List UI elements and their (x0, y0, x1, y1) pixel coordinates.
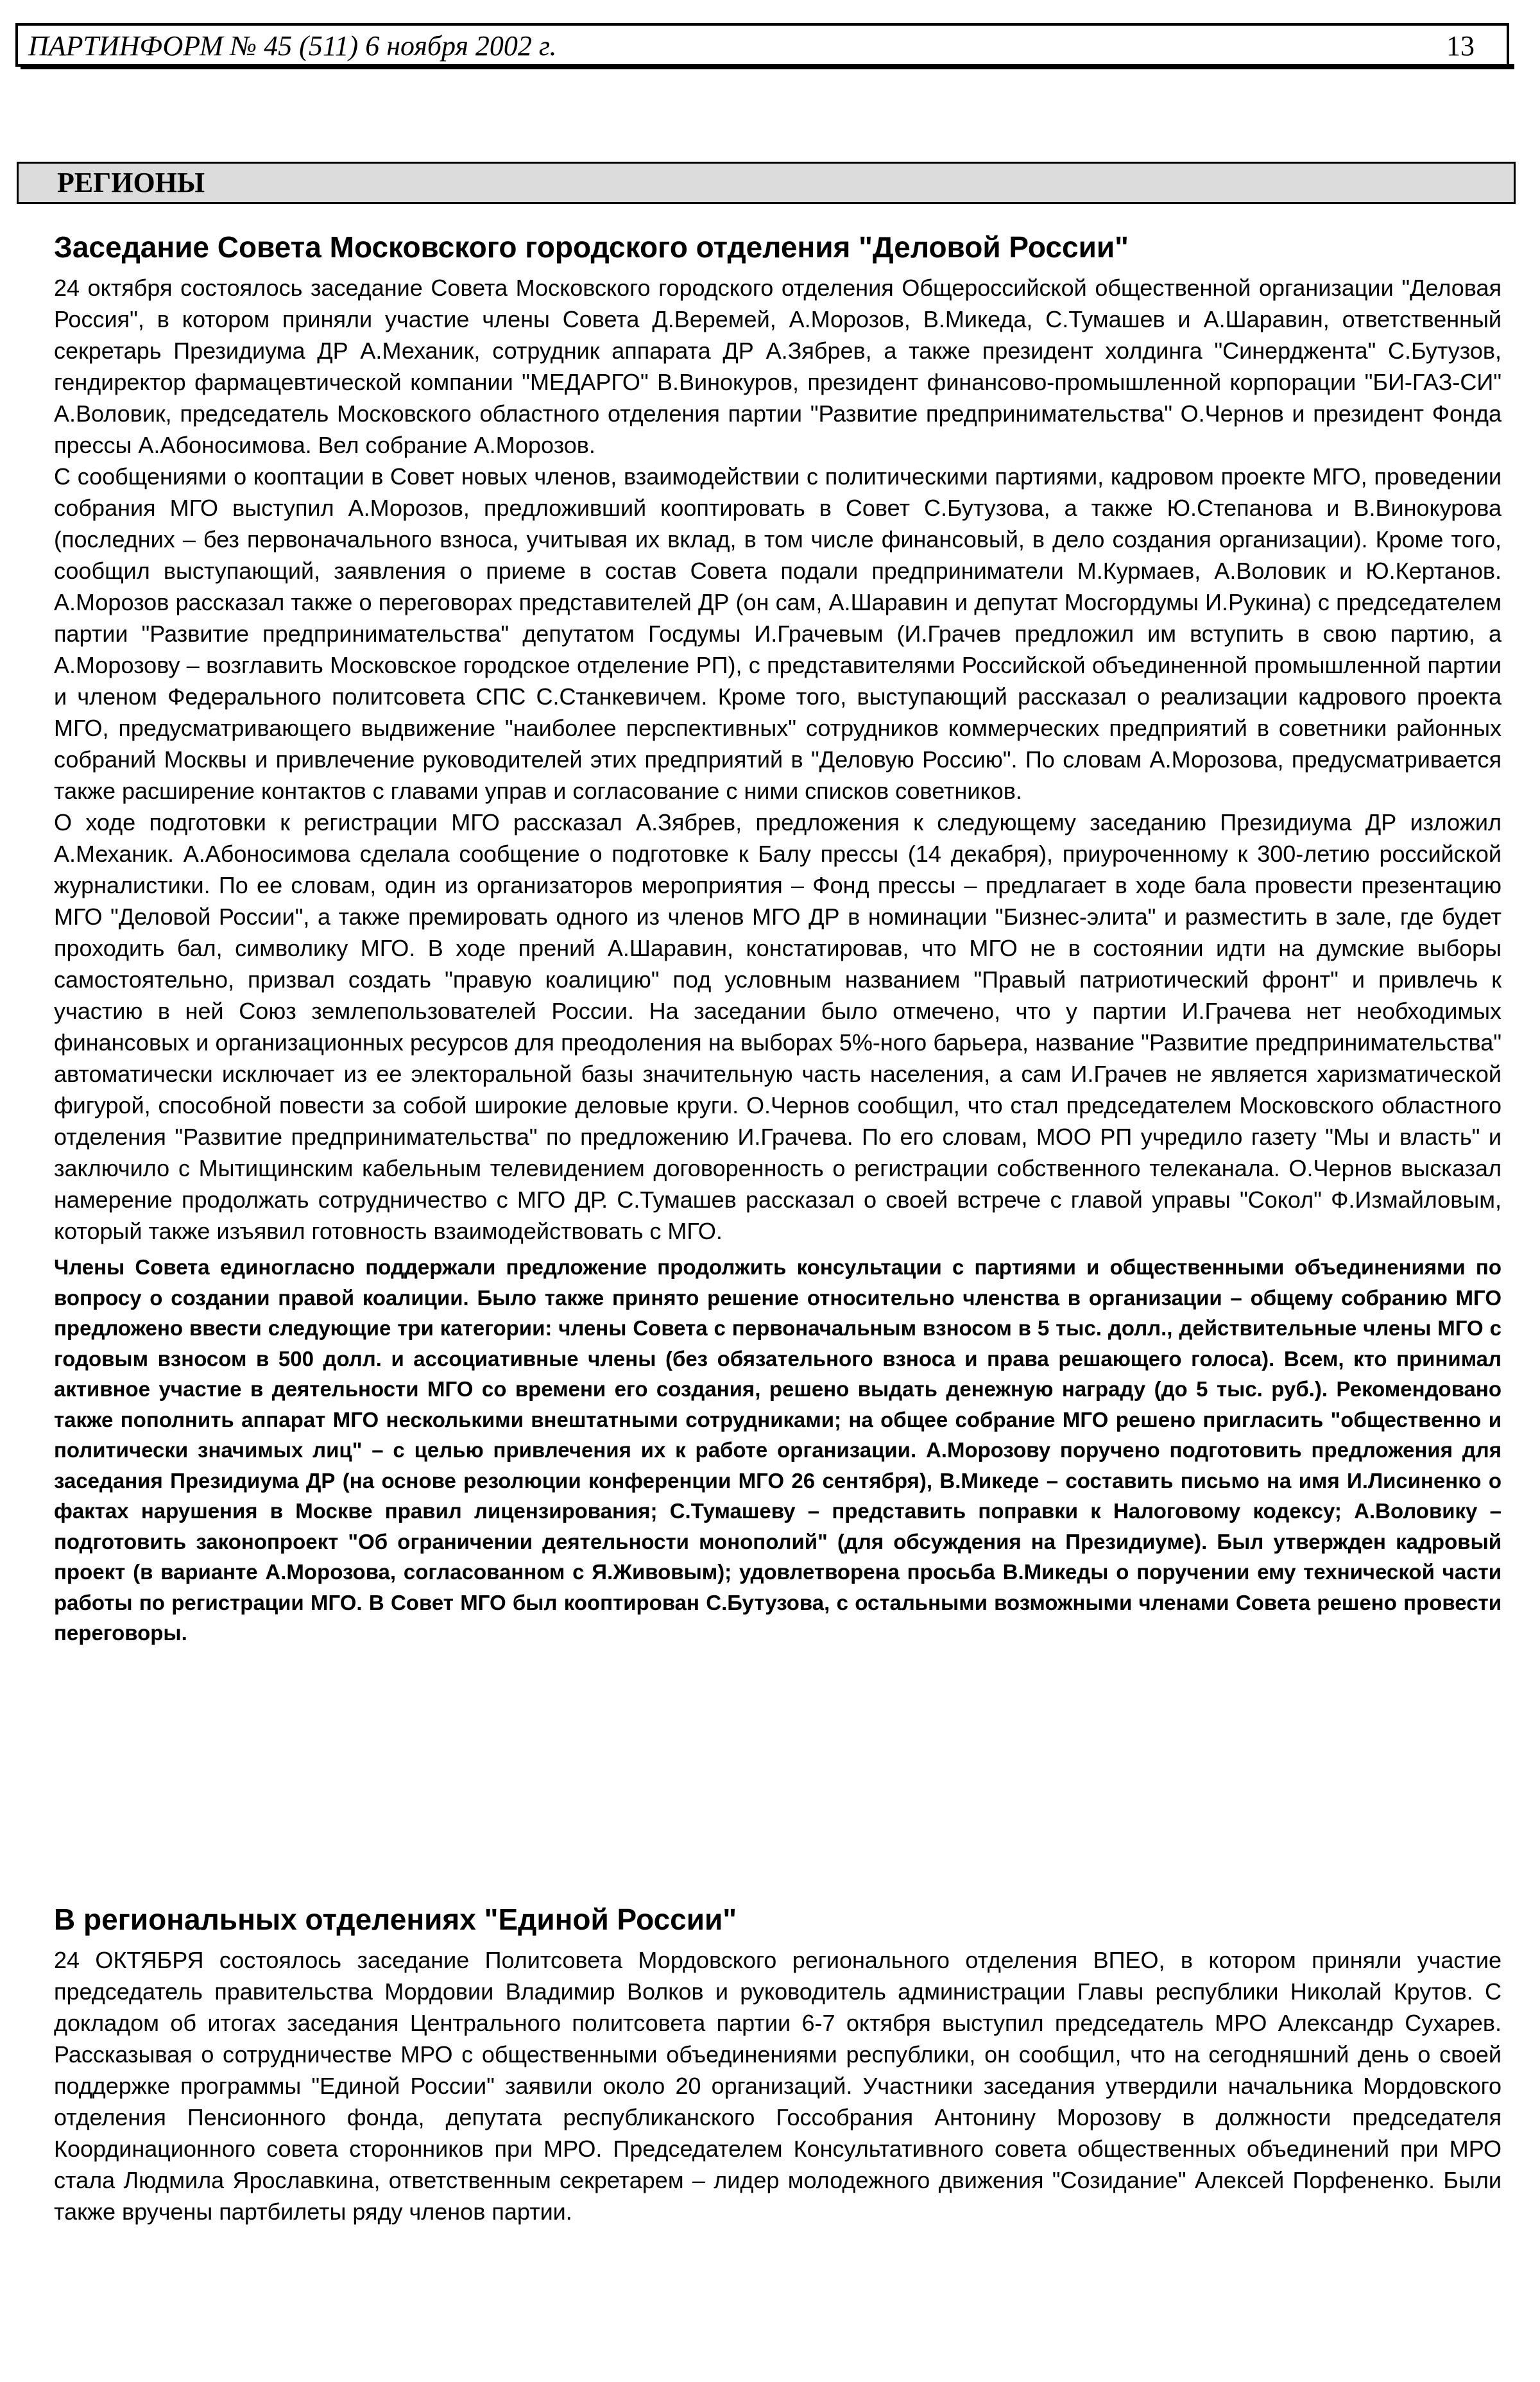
article-paragraph: 24 ОКТЯБРЯ состоялось заседание Политсовета Мордовского регионального отделения ВПЕО, в котором приняли участие председатель правительства Мордовии Владимир Волков и руководитель администрации Главы республики Николай Крутов. С докладом об итогах заседания Центрального политсовета партии 6-7 октября выступил председатель МРО Александр Сухарев. Рассказывая о сотрудничестве МРО с общественными объединениями республики, он сообщил, что на сегодняшний день о своей поддержке программы "Единой России" заявили около 20 организаций. Участники заседания утвердили начальника Мордовского отделения Пенсионного фонда, депутата республиканского Госсобрания Антонину Морозову в должности председателя Координационного совета сторонников при МРО. Председателем Консультативного совета общественных объединений при МРО стала Людмила Ярославкина, ответственным секретарем – лидер молодежного движения "Созидание" Алексей Порфененко. Были также вручены партбилеты ряду членов партии. (54, 1947, 1502, 2225)
article-paragraph: 24 октября состоялось заседание Совета Московского городского отделения Общероссийской общественной организации "Деловая Россия", в котором приняли участие члены Совета Д.Веремей, А.Морозов, В.Микеда, С.Тумашев и А.Шаравин, ответственный секретарь Президиума ДР А.Механик, сотрудник аппарата ДР А.Зябрев, а также президент холдинга "Синерджента" С.Бутузов, гендиректор фармацевтической компании "МЕДАРГО" В.Винокуров, президент финансово-промышленной корпорации "БИ-ГАЗ-СИ" А.Воловик, председатель Московского областного отделения партии "Развитие предпринимательства" О.Чернов и президент Фонда прессы А.Абоносимова. Вел собрание А.Морозов. (54, 275, 1502, 458)
page-number: 13 (1446, 30, 1475, 62)
section-heading: РЕГИОНЫ (17, 162, 1516, 204)
article-title: В региональных отделениях "Единой России" (54, 1903, 737, 1936)
publication-title: ПАРТИНФОРМ № 45 (511) 6 ноября 2002 г. (28, 30, 557, 62)
article-paragraph: О ходе подготовки к регистрации МГО рассказал А.Зябрев, предложения к следующему заседанию Президиума ДР изложил А.Механик. А.Абоносимова сделала сообщение о подготовке к Балу прессы (14 декабря), приуроченному к 300-летию российской журналистики. По ее словам, один из организаторов мероприятия – Фонд прессы – предлагает в ходе бала провести презентацию МГО "Деловой России", а также премировать одного из членов МГО ДР в номинации "Бизнес-элита" и разместить в зале, где будет проходить бал, символику МГО. В ходе прений А.Шаравин, констатировав, что МГО не в состоянии идти на думские выборы самостоятельно, призвал создать "правую коалицию" под условным названием "Правый патриотический фронт" и привлечь к участию в ней Союз землепользователей России. На заседании было отмечено, что у партии И.Грачева нет необходимых финансовых и организационных ресурсов для преодоления на выборах 5%-ного барьера, название "Развитие предпринимательства" автоматически исключает из ее электоральной базы значительную часть населения, а сам И.Грачев не является харизматической фигурой, способной повести за собой широкие деловые круги. О.Чернов сообщил, что стал председателем Московского областного отделения "Развитие предпринимательства" по предложению И.Грачева. По его словам, МОО РП учредило газету "Мы и власть" и заключило с Мытищинским кабельным телевидением договоренность о регистрации собственного телеканала. О.Чернов высказал намерение продолжать сотрудничество с МГО ДР. С.Тумашев рассказал о своей встрече с главой управы "Сокол" Ф.Измайловым, который также изъявил готовность взаимодействовать с МГО. (54, 809, 1502, 1244)
article-deloviy-rossii (54, 228, 1502, 1649)
article-edinoy-rossii (54, 1901, 1502, 2227)
article-paragraph: С сообщениями о кооптации в Совет новых членов, взаимодействии с политическими партиями, кадровом проекте МГО, проведении собрания МГО выступил А.Морозов, предложивший кооптировать в Совет С.Бутузова, а также Ю.Степанова и В.Винокурова (последних – без первоначального взноса, учитывая их вклад, в том числе финансовый, в дело создания организации). Кроме того, сообщил выступающий, заявления о приеме в состав Совета подали предприниматели М.Курмаев, А.Воловик и Ю.Кертанов. А.Морозов рассказал также о переговорах представителей ДР (он сам, А.Шаравин и депутат Мосгордумы И.Рукина) с председателем партии "Развитие предпринимательства" депутатом Госдумы И.Грачевым (И.Грачев предложил им вступить в свою партию, а А.Морозову – возглавить Московское городское отделение РП), с представителями Российской объединенной промышленной партии и членом Федерального политсовета СПС С.Станкевичем. Кроме того, выступающий рассказал о реализации кадрового проекта МГО, предусматривающего выдвижение "наиболее перспективных" сотрудников коммерческих предприятий в советники районных собраний Москвы и привлечение руководителей этих предприятий в "Деловую Россию". По словам А.Морозова, предусматривается также расширение контактов с главами управ и согласование с ними списков советников. (54, 463, 1502, 804)
page-header (15, 23, 1509, 67)
article-resolution: Члены Совета единогласно поддержали предложение продолжить консультации с партиями и общественными объединениями по вопросу о создании правой коалиции. Было также принято решение относительно членства в организации – общему собранию МГО предложено ввести следующие три категории: члены Совета с первоначальным взносом в 5 тыс. долл., действительные члены МГО с годовым взносом в 500 долл. и ассоциативные члены (без обязательного взноса и права решающего голоса). Всем, кто принимал активное участие в деятельности МГО со времени его создания, решено выдать денежную награду (до 5 тыс. руб.). Рекомендовано также пополнить аппарат МГО несколькими внештатными сотрудниками; на общее собрание МГО решено пригласить "общественно и политически значимых лиц" – с целью привлечения их к работе организации. А.Морозову поручено подготовить предложения для заседания Президиума ДР (на основе резолюции конференции МГО 26 сентября), В.Микеде – составить письмо на имя И.Лисиненко о фактах нарушения в Москве правил лицензирования; С.Тумашеву – представить поправки к Налоговому кодексу; А.Воловику – подготовить законопроект "Об ограничении деятельности монополий" (для обсуждения на Президиуме). Был утвержден кадровый проект (в варианте А.Морозова, согласованном с Я.Живовым); удовлетворена просьба В.Микеды о поручении ему технической части работы по регистрации МГО. В Совет МГО был кооптирован С.Бутузова, с остальными возможными членами Совета решено провести переговоры. (54, 1255, 1502, 1645)
article-title: Заседание Совета Московского городского отделения "Деловой России" (54, 230, 1129, 264)
